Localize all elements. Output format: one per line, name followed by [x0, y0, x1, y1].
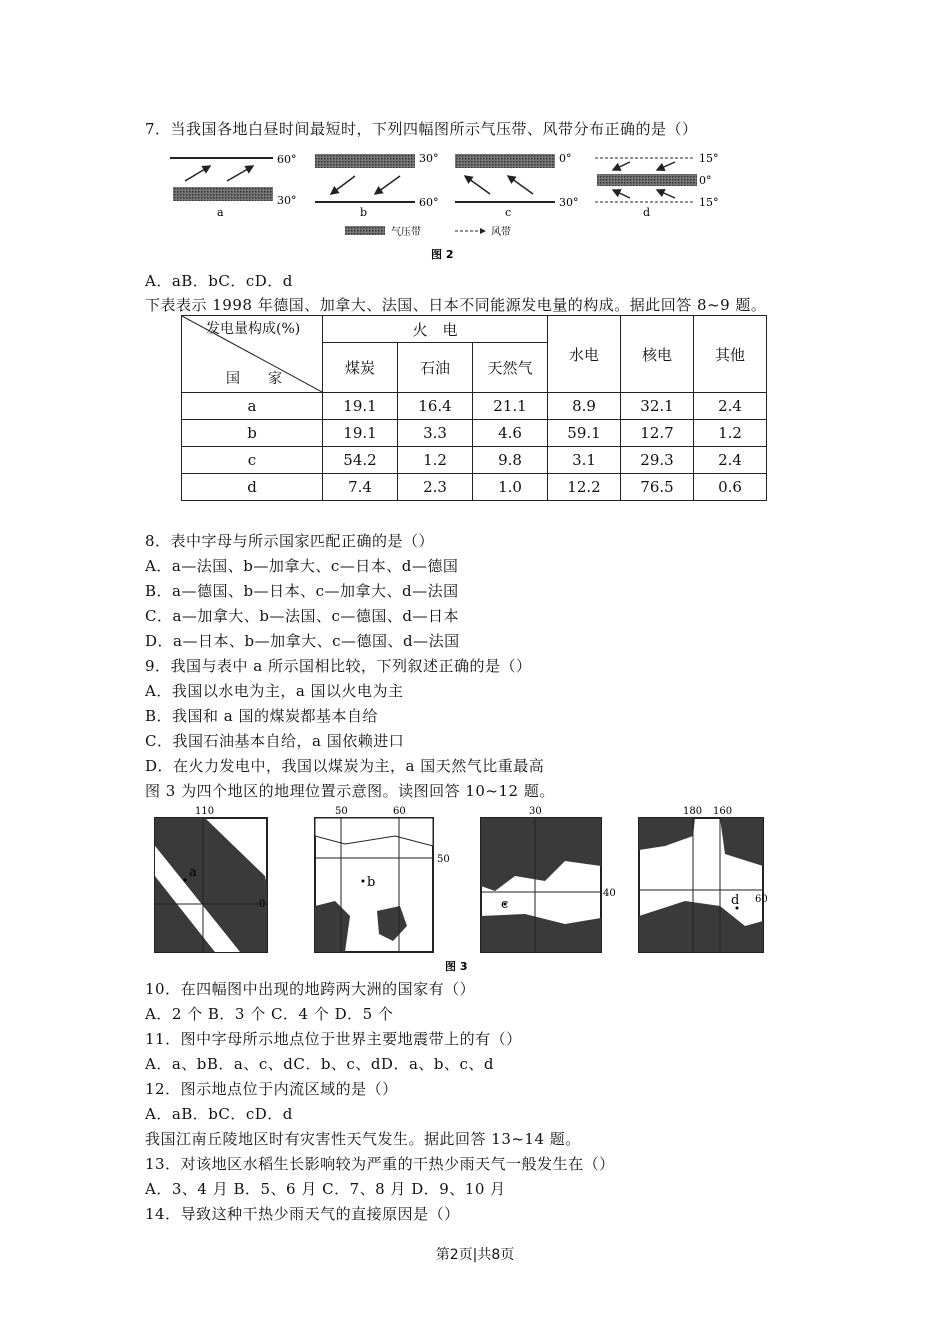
table-cell: 19.1: [323, 393, 398, 420]
table-body: [182, 393, 767, 501]
q7-stem: 7．当我国各地白昼时间最短时，下列四幅图所示气压带、风带分布正确的是（）: [145, 120, 698, 138]
panel-d-bottom-lat: 15°: [699, 196, 719, 209]
header-gas: 天然气: [473, 343, 548, 393]
q13-stem: 13．对该地区水稻生长影响较为严重的干热少雨天气一般发生在（）: [145, 1155, 615, 1173]
table-cell: 16.4: [398, 393, 473, 420]
table-row: [182, 393, 767, 420]
q9-option-a: A．我国以水电为主，a 国以火电为主: [145, 682, 404, 700]
row-country-label: c: [182, 447, 323, 474]
map-d-label: d: [731, 893, 740, 908]
panel-a-top-lat: 60°: [277, 153, 297, 166]
q10-stem: 10．在四幅图中出现的地跨两大洲的国家有（）: [145, 980, 476, 998]
q8-stem: 8．表中字母与所示国家匹配正确的是（）: [145, 532, 435, 550]
q9-stem: 9．我国与表中 a 所示国相比较，下列叙述正确的是（）: [145, 657, 532, 675]
panel-b-top-lat: 30°: [419, 152, 439, 165]
intro-8-9: 下表表示 1998 年德国、加拿大、法国、日本不同能源发电量的构成。据此回答 8~9 题。: [145, 296, 767, 314]
map-b-tick-top-right: 60: [393, 806, 406, 817]
q14-stem: 14．导致这种干热少雨天气的直接原因是（）: [145, 1205, 460, 1223]
panel-b: [315, 152, 439, 219]
thermal-group-header: 火 电: [323, 316, 548, 343]
header-coal: 煤炭: [323, 343, 398, 393]
map-d: [639, 806, 768, 952]
legend-wind-label: 风带: [491, 227, 511, 238]
q9-option-c: C．我国石油基本自给，a 国依赖进口: [145, 732, 405, 750]
table-cell: 1.2: [398, 447, 473, 474]
map-d-tick-right: 60: [755, 894, 768, 905]
figure-3-maps: [145, 806, 775, 974]
header-oil: 石油: [398, 343, 473, 393]
table-cell: 9.8: [473, 447, 548, 474]
page-footer: 第2页|共8页: [435, 1247, 515, 1263]
panel-d-label: d: [643, 206, 651, 219]
table-cell: 76.5: [621, 474, 694, 501]
table-cell: 7.4: [323, 474, 398, 501]
map-a: [155, 806, 267, 952]
panel-c-bottom-lat: 30°: [559, 196, 579, 209]
q10-options: A．2 个 B．3 个 C．4 个 D．5 个: [145, 1005, 394, 1023]
q8-option-c: C．a—加拿大、b—法国、c—德国、d—日本: [145, 607, 460, 625]
table-cell: 21.1: [473, 393, 548, 420]
table-cell: 29.3: [621, 447, 694, 474]
table-cell: 8.9: [548, 393, 621, 420]
map-a-tick-top: 110: [195, 806, 215, 817]
map-c-label: c: [501, 897, 509, 912]
panel-d: [595, 152, 719, 219]
row-country-label: a: [182, 393, 323, 420]
corner-bottom-label: 国 家: [226, 371, 282, 387]
map-c-tick-top: 30: [529, 806, 542, 817]
intro-10-12: 图 3 为四个地区的地理位置示意图。读图回答 10~12 题。: [145, 782, 555, 800]
table-cell: 19.1: [323, 420, 398, 447]
q8-option-a: A．a—法国、b—加拿大、c—日本、d—德国: [145, 557, 459, 575]
table-cell: 54.2: [323, 447, 398, 474]
q8-option-b: B．a—德国、b—日本、c—加拿大、d—法国: [145, 582, 459, 600]
q12-stem: 12．图示地点位于内流区域的是（）: [145, 1080, 398, 1098]
map-b-label: b: [367, 875, 376, 890]
header-hydro: 水电: [548, 316, 621, 393]
map-d-tick-top-left: 180: [683, 806, 703, 817]
table-cell: 2.3: [398, 474, 473, 501]
figure-legend: [345, 225, 511, 238]
map-c: [481, 806, 616, 952]
panel-d-mid-lat: 0°: [699, 174, 712, 187]
energy-table: [181, 315, 767, 501]
table-cell: 59.1: [548, 420, 621, 447]
q13-options: A．3、4 月 B．5、6 月 C．7、8 月 D．9、10 月: [145, 1180, 506, 1198]
q8-option-d: D．a—日本、b—加拿大、c—德国、d—法国: [145, 632, 460, 650]
panel-c-top-lat: 0°: [559, 152, 572, 165]
table-cell: 3.3: [398, 420, 473, 447]
q11-options: A．a、bB．a、c、dC．b、c、dD．a、b、c、d: [145, 1055, 495, 1073]
table-cell: 1.2: [694, 420, 767, 447]
figure-2-caption: 图 2: [431, 248, 454, 261]
table-cell: 1.0: [473, 474, 548, 501]
table-row: [182, 474, 767, 501]
table-corner-cell: [182, 316, 323, 393]
map-b-tick-top-left: 50: [335, 806, 348, 817]
map-b: [315, 806, 450, 952]
panel-b-bottom-lat: 60°: [419, 196, 439, 209]
q11-stem: 11．图中字母所示地点位于世界主要地震带上的有（）: [145, 1030, 522, 1048]
q9-option-d: D．在火力发电中，我国以煤炭为主，a 国天然气比重最高: [145, 757, 545, 775]
map-d-tick-top-right: 160: [713, 806, 733, 817]
panel-a-bottom-lat: 30°: [277, 194, 297, 207]
map-a-tick-right: 0: [259, 899, 266, 910]
table-cell: 4.6: [473, 420, 548, 447]
panel-d-top-lat: 15°: [699, 152, 719, 165]
intro-13-14: 我国江南丘陵地区时有灾害性天气发生。据此回答 13~14 题。: [145, 1130, 581, 1148]
table-cell: 12.2: [548, 474, 621, 501]
table-cell: 2.4: [694, 447, 767, 474]
table-row: [182, 420, 767, 447]
q12-options: A．aB．bC．cD．d: [145, 1105, 293, 1123]
table-row: [182, 447, 767, 474]
panel-b-label: b: [360, 206, 368, 219]
header-other: 其他: [694, 316, 767, 393]
panel-c: [455, 152, 579, 219]
table-cell: 3.1: [548, 447, 621, 474]
map-b-tick-right: 50: [437, 854, 450, 865]
row-country-label: d: [182, 474, 323, 501]
q9-option-b: B．我国和 a 国的煤炭都基本自给: [145, 707, 379, 725]
map-a-label: a: [189, 865, 197, 880]
row-country-label: b: [182, 420, 323, 447]
corner-top-label: 发电量构成(%): [206, 321, 301, 337]
table-cell: 0.6: [694, 474, 767, 501]
legend-belt-label: 气压带: [391, 227, 421, 238]
map-c-tick-right: 40: [603, 888, 616, 899]
header-nuclear: 核电: [621, 316, 694, 393]
table-cell: 12.7: [621, 420, 694, 447]
pressure-wind-belt-figure: [165, 146, 735, 266]
panel-a: [170, 153, 297, 219]
panel-c-label: c: [505, 206, 512, 219]
table-cell: 32.1: [621, 393, 694, 420]
table-cell: 2.4: [694, 393, 767, 420]
panel-a-label: a: [217, 206, 224, 219]
q7-options: A．aB．bC．cD．d: [145, 272, 293, 290]
figure-3-caption: 图 3: [445, 960, 468, 973]
